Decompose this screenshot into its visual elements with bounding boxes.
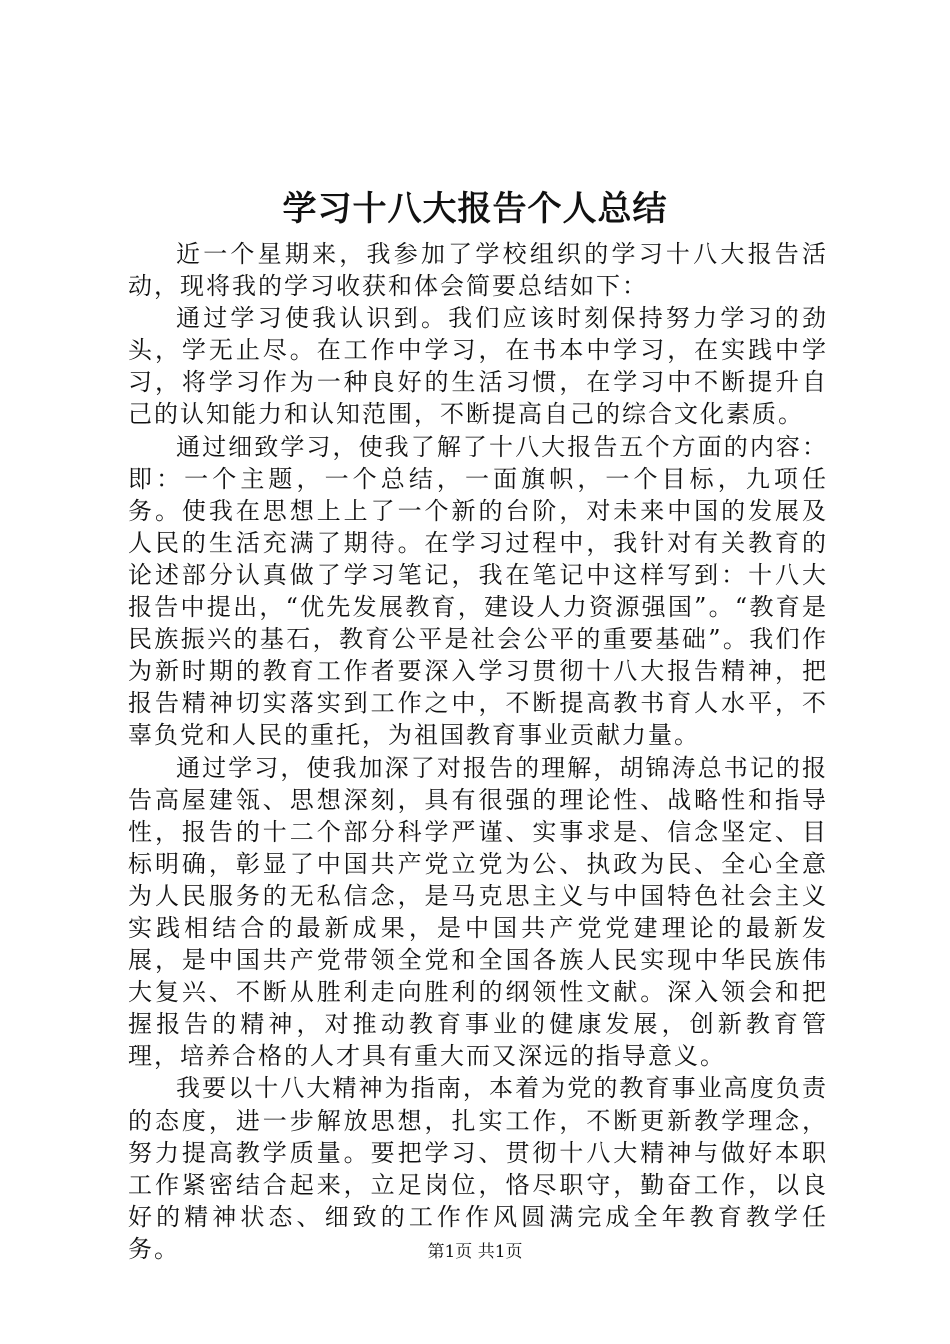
paragraph-report-content: 通过细致学习，使我了解了十八大报告五个方面的内容：即：一个主题，一个总结，一面旗帜，一个目标，九项任务。使我在思想上上了一个新的台阶，对未来中国的发展及人民的生活充满了期待。在学习过程中，我针对有关教育的论述部分认真做了学习笔记，我在笔记中这样写到：十八大报告中提出，“优先发展教育，建设人力资源强国”。“教育是民族振兴的基石，教育公平是社会公平的重要基础”。我们作为新时期的教育工作者要深入学习贯彻十八大报告精神，把报告精神切实落实到工作之中，不断提高教书育人水平，不辜负党和人民的重托，为祖国教育事业贡献力量。 (128, 432, 828, 750)
paragraph-learning-awareness: 通过学习使我认识到。我们应该时刻保持努力学习的劲头，学无止尽。在工作中学习，在书本中学习，在实践中学习，将学习作为一种良好的生活习惯，在学习中不断提升自己的认知能力和认知范围，不断提高自己的综合文化素质。 (128, 304, 828, 429)
document-body (128, 238, 828, 1265)
document-title: 学习十八大报告个人总结 (282, 189, 668, 229)
paragraph-intro: 近一个星期来，我参加了学校组织的学习十八大报告活动，现将我的学习收获和体会简要总结如下： (128, 240, 828, 301)
paragraph-commitment: 我要以十八大精神为指南，本着为党的教育事业高度负责的态度，进一步解放思想，扎实工作，不断更新教学理念，努力提高教学质量。要把学习、贯彻十八大精神与做好本职工作紧密结合起来，立足岗位，恪尽职守，勤奋工作，以良好的精神状态、细致的工作作风圆满完成全年教育教学任务。 (128, 1074, 828, 1263)
page-number-footer: 第1页 共1页 (427, 1242, 523, 1262)
paragraph-report-understanding: 通过学习，使我加深了对报告的理解，胡锦涛总书记的报告高屋建瓴、思想深刻，具有很强的理论性、战略性和指导性，报告的十二个部分科学严谨、实事求是、信念坚定、目标明确，彰显了中国共产党立党为公、执政为民、全心全意为人民服务的无私信念，是马克思主义与中国特色社会主义实践相结合的最新成果，是中国共产党党建理论的最新发展，是中国共产党带领全党和全国各族人民实现中华民族伟大复兴、不断从胜利走向胜利的纲领性文献。深入领会和把握报告的精神，对推动教育事业的健康发展，创新教育管理，培养合格的人才具有重大而又深远的指导意义。 (128, 753, 828, 1071)
